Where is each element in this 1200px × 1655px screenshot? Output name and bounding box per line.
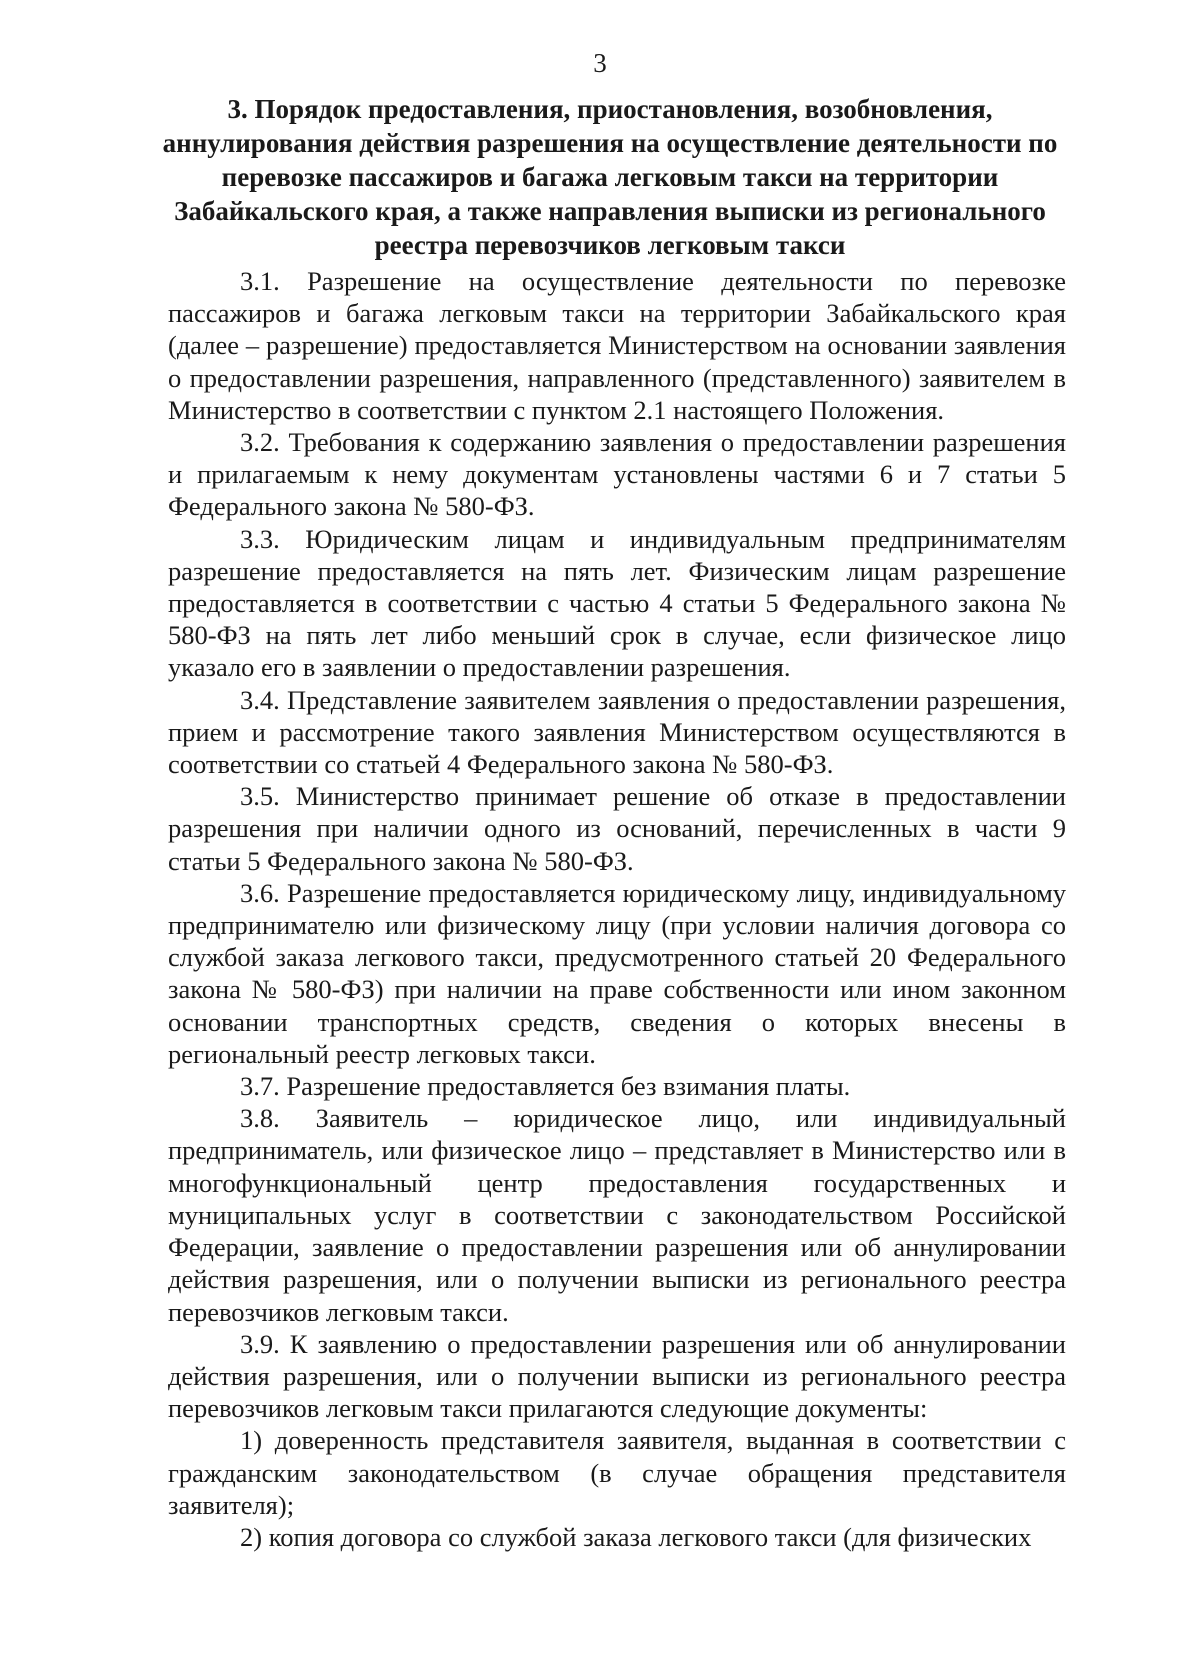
list-item-1: 1) доверенность представителя заявителя, выданная в соответствии с гражданским законодательством (в случае обращения представителя заявителя);: [168, 1425, 1066, 1520]
document-body: [168, 265, 1066, 1553]
paragraph-3-5: 3.5. Министерство принимает решение об отказе в предоставлении разрешения при наличии одного из оснований, перечисленных в части 9 статьи 5 Федерального закона № 580-ФЗ.: [168, 781, 1066, 876]
paragraph-3-3: 3.3. Юридическим лицам и индивидуальным предпринимателям разрешение предоставляется на пять лет. Физическим лицам разрешение предоставляется в соответствии с частью 4 статьи 5 Федерального закона № 580-ФЗ на пять лет либо меньший срок в случае, если физическое лицо указало его в заявлении о предоставлении разрешения.: [168, 523, 1066, 683]
paragraph-3-8: 3.8. Заявитель – юридическое лицо, или индивидуальный предприниматель, или физическое лицо – представляет в Министерство или в многофункциональный центр предоставления государственных и муниципальных услуг в соответствии с законодательством Российской Федерации, заявление о предоставлении разрешения или об аннулировании действия разрешения, или о получении выписки из регионального реестра перевозчиков легковым такси.: [168, 1103, 1066, 1327]
paragraph-3-2: 3.2. Требования к содержанию заявления о предоставлении разрешения и прилагаемым к нему документам установлены частями 6 и 7 статьи 5 Федерального закона № 580-ФЗ.: [168, 427, 1066, 522]
paragraph-3-7: 3.7. Разрешение предоставляется без взимания платы.: [240, 1071, 851, 1102]
paragraph-3-9: 3.9. К заявлению о предоставлении разрешения или об аннулировании действия разрешения, или о получении выписки из регионального реестра перевозчиков легковым такси прилагаются следующие документы:: [168, 1328, 1066, 1424]
page-number: 3: [593, 48, 607, 78]
section-heading: 3. Порядок предоставления, приостановления, возобновления, аннулирования действия разрешения на осуществление деятельности по перевозке пассажиров и багажа легковым такси на территории Забайкальского края, а также направления выписки из регионального реестра перевозчиков легковым такси: [162, 94, 1058, 260]
paragraph-3-6: 3.6. Разрешение предоставляется юридическому лицу, индивидуальному предпринимателю или физическому лицу (при условии наличия договора со службой заказа легкового такси, предусмотренного статьей 20 Федерального закона № 580-ФЗ) при наличии на праве собственности или ином законном основании транспортных средств, сведения о которых внесены в региональный реестр легковых такси.: [168, 877, 1066, 1069]
paragraph-3-1: 3.1. Разрешение на осуществление деятельности по перевозке пассажиров и багажа легковым такси на территории Забайкальского края (далее – разрешение) предоставляется Министерством на основании заявления о предоставлении разрешения, направленного (представленного) заявителем в Министерство в соответствии с пунктом 2.1 настоящего Положения.: [168, 266, 1066, 425]
list-item-2: 2) копия договора со службой заказа легкового такси (для физических: [240, 1521, 1032, 1552]
paragraph-3-4: 3.4. Представление заявителем заявления о предоставлении разрешения, прием и рассмотрение такого заявления Министерством осуществляются в соответствии со статьей 4 Федерального закона № 580-ФЗ.: [168, 684, 1066, 780]
